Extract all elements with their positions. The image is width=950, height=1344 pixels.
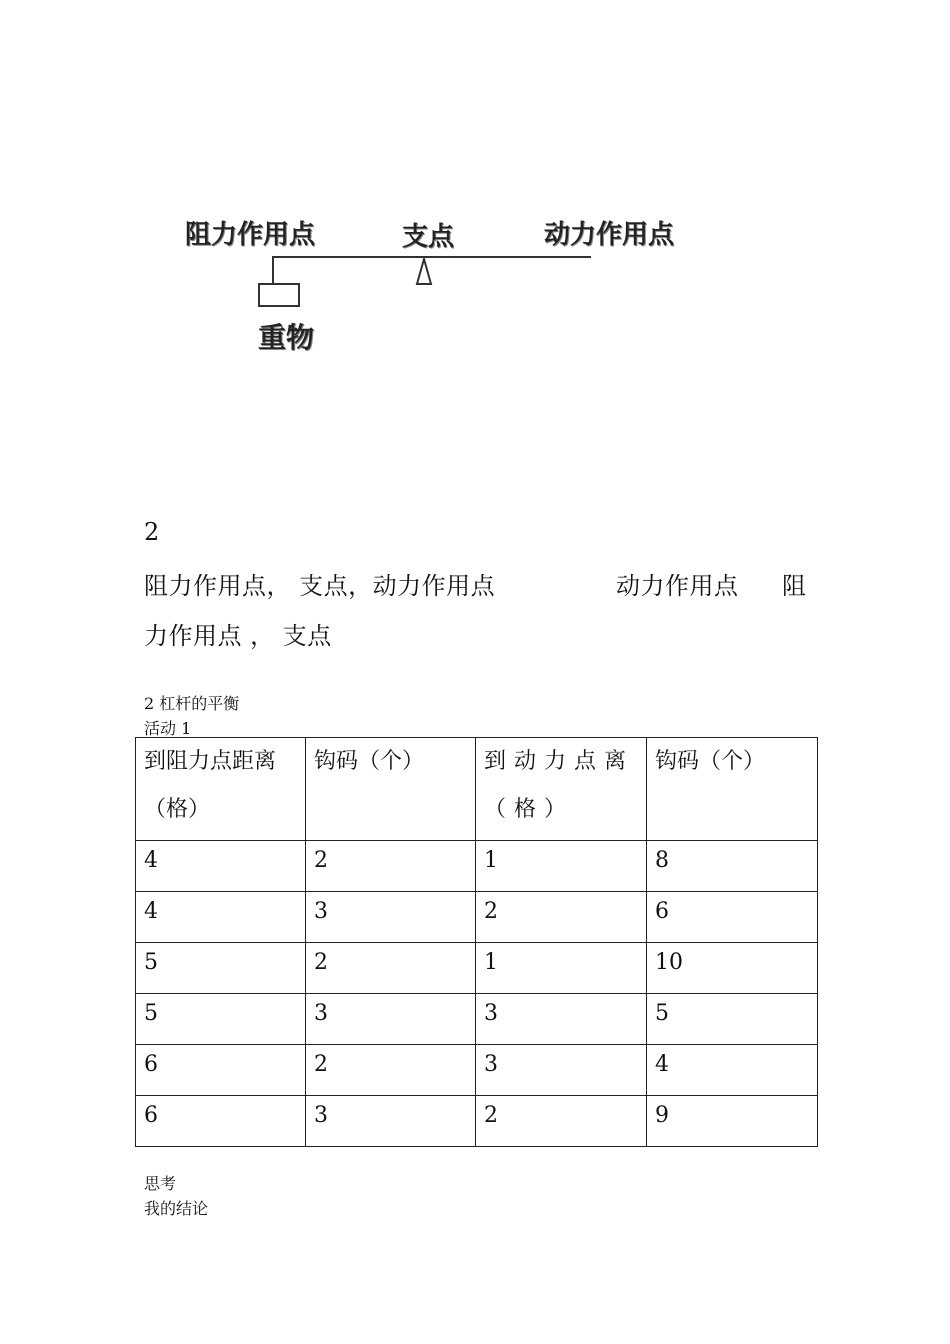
think-label: 思考 bbox=[144, 1174, 177, 1193]
weight-box bbox=[258, 283, 300, 307]
table-cell: 2 bbox=[306, 943, 476, 994]
table-cell: 6 bbox=[136, 1096, 306, 1147]
table-row bbox=[136, 841, 818, 892]
subtitle: 2 杠杆的平衡 bbox=[144, 694, 240, 713]
table-header: 到动力点离（格） bbox=[476, 738, 647, 841]
table-cell: 4 bbox=[136, 841, 306, 892]
table-cell: 3 bbox=[476, 994, 647, 1045]
data-table bbox=[135, 737, 818, 1147]
table-cell: 8 bbox=[647, 841, 818, 892]
resistance-point-label: 阻力作用点 bbox=[185, 220, 316, 250]
table-cell: 4 bbox=[136, 892, 306, 943]
fulcrum-label: 支点 bbox=[402, 222, 455, 252]
table-cell: 3 bbox=[306, 892, 476, 943]
effort-point-label: 动力作用点 bbox=[544, 220, 675, 250]
weight-hanger bbox=[272, 256, 274, 283]
answer-line-1a: 阻力作用点， 支点，动力作用点 bbox=[144, 572, 496, 600]
table-row bbox=[136, 994, 818, 1045]
table-cell: 4 bbox=[647, 1045, 818, 1096]
table-row bbox=[136, 943, 818, 994]
table-row bbox=[136, 892, 818, 943]
section-number: 2 bbox=[144, 518, 160, 546]
answer-line-2: 力作用点 ， 支点 bbox=[144, 622, 332, 650]
table-header: 钩码（个） bbox=[647, 738, 818, 841]
table-row bbox=[136, 1045, 818, 1096]
activity-label: 活动 1 bbox=[144, 719, 192, 738]
table-cell: 9 bbox=[647, 1096, 818, 1147]
table-cell: 3 bbox=[306, 994, 476, 1045]
table-header: 到阻力点距离（格） bbox=[136, 738, 306, 841]
table-cell: 1 bbox=[476, 943, 647, 994]
table-cell: 5 bbox=[136, 994, 306, 1045]
table-cell: 2 bbox=[306, 841, 476, 892]
answer-line-1c: 阻 bbox=[782, 572, 807, 600]
table-cell: 2 bbox=[306, 1045, 476, 1096]
table-cell: 5 bbox=[647, 994, 818, 1045]
table-row bbox=[136, 1096, 818, 1147]
table-cell: 5 bbox=[136, 943, 306, 994]
table-cell: 3 bbox=[306, 1096, 476, 1147]
table-header: 钩码（个） bbox=[306, 738, 476, 841]
table-cell: 10 bbox=[647, 943, 818, 994]
answer-line-1b: 动力作用点 bbox=[616, 572, 739, 600]
table-header-row bbox=[136, 738, 818, 841]
conclusion-label: 我的结论 bbox=[144, 1199, 209, 1218]
lever-diagram bbox=[0, 0, 950, 420]
table-cell: 2 bbox=[476, 892, 647, 943]
table-cell: 1 bbox=[476, 841, 647, 892]
fulcrum-triangle bbox=[415, 258, 433, 286]
table-cell: 2 bbox=[476, 1096, 647, 1147]
table-cell: 3 bbox=[476, 1045, 647, 1096]
table-cell: 6 bbox=[136, 1045, 306, 1096]
table-cell: 6 bbox=[647, 892, 818, 943]
weight-label: 重物 bbox=[258, 321, 315, 354]
